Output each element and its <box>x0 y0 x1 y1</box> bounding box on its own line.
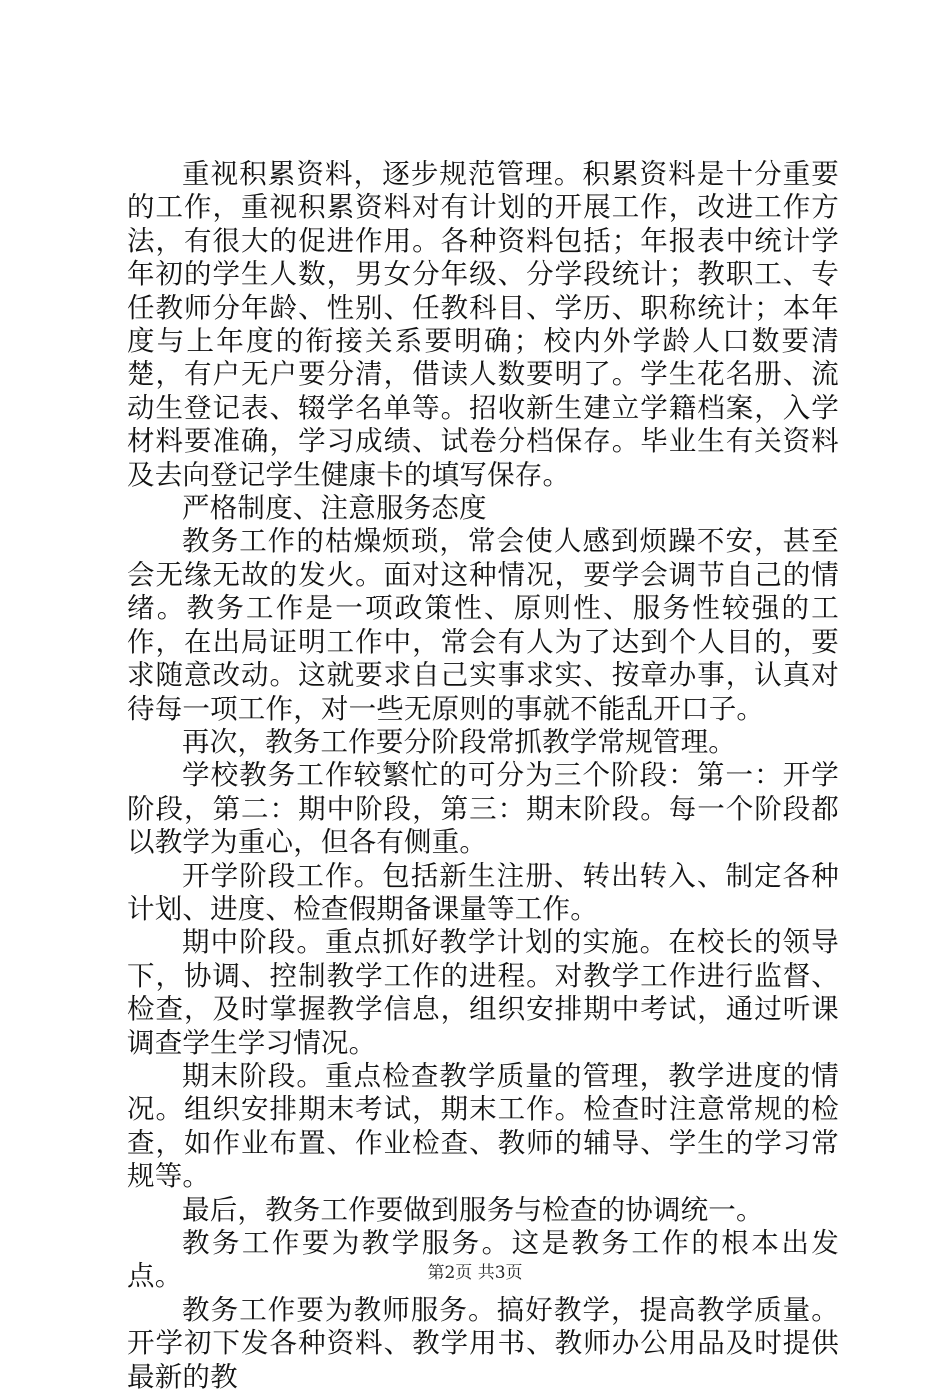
paragraph-resource-management: 重视积累资料，逐步规范管理。积累资料是十分重要的工作，重视积累资料对有计划的开展工作，改进工作方法，有很大的促进作用。各种资料包括；年报表中统计学年初的学生人数，男女分年级、分学段统计；教职工、专任教师分年龄、性别、任教科目、学历、职称统计；本年度与上年度的衔接关系要明确；校内外学龄人口数要清楚，有户无户要分清，借读人数要明了。学生花名册、流动生登记表、辍学名单等。招收新生建立学籍档案，入学材料要准确，学习成绩、试卷分档保存。毕业生有关资料及去向登记学生健康卡的填写保存。 <box>127 158 839 491</box>
page-number-footer: 第2页 共3页 <box>427 1263 523 1283</box>
paragraph-serve-teaching: 教务工作要为教学服务。这是教务工作的根本出发点。 <box>127 1227 839 1293</box>
paragraph-serve-teachers: 教务工作要为教师服务。搞好教学，提高教学质量。开学初下发各种资料、教学用书、教师办公用品及时提供最新的教 <box>127 1293 839 1393</box>
paragraph-three-phases: 学校教务工作较繁忙的可分为三个阶段：第一：开学阶段，第二：期中阶段，第三：期末阶段。每一个阶段都以教学为重心，但各有侧重。 <box>127 759 839 859</box>
paragraph-service-inspection: 最后，教务工作要做到服务与检查的协调统一。 <box>182 1193 764 1226</box>
paragraph-final-phase: 期末阶段。重点检查教学质量的管理，教学进度的情况。组织安排期末考试，期末工作。检查时注意常规的检查，如作业布置、作业检查、教师的辅导、学生的学习常规等。 <box>127 1059 839 1193</box>
paragraph-service-attitude: 教务工作的枯燥烦琐，常会使人感到烦躁不安，甚至会无缘无故的发火。面对这种情况，要学会调节自己的情绪。教务工作是一项政策性、原则性、服务性较强的工作，在出局证明工作中，常会有人为了达到个人目的，要求随意改动。这就要求自己实事求实、按章办事，认真对待每一项工作，对一些无原则的事就不能乱开口子。 <box>127 525 839 725</box>
document-body <box>127 158 839 1394</box>
paragraph-opening-phase: 开学阶段工作。包括新生注册、转出转入、制定各种计划、进度、检查假期备课量等工作。 <box>127 859 839 925</box>
paragraph-midterm-phase: 期中阶段。重点抓好教学计划的实施。在校长的领导下，协调、控制教学工作的进程。对教学工作进行监督、检查，及时掌握教学信息，组织安排期中考试，通过听课调查学生学习情况。 <box>127 926 839 1059</box>
paragraph-strict-rules-heading: 严格制度、注意服务态度 <box>182 492 487 525</box>
paragraph-phased-management: 再次，教务工作要分阶段常抓教学常规管理。 <box>182 725 736 758</box>
